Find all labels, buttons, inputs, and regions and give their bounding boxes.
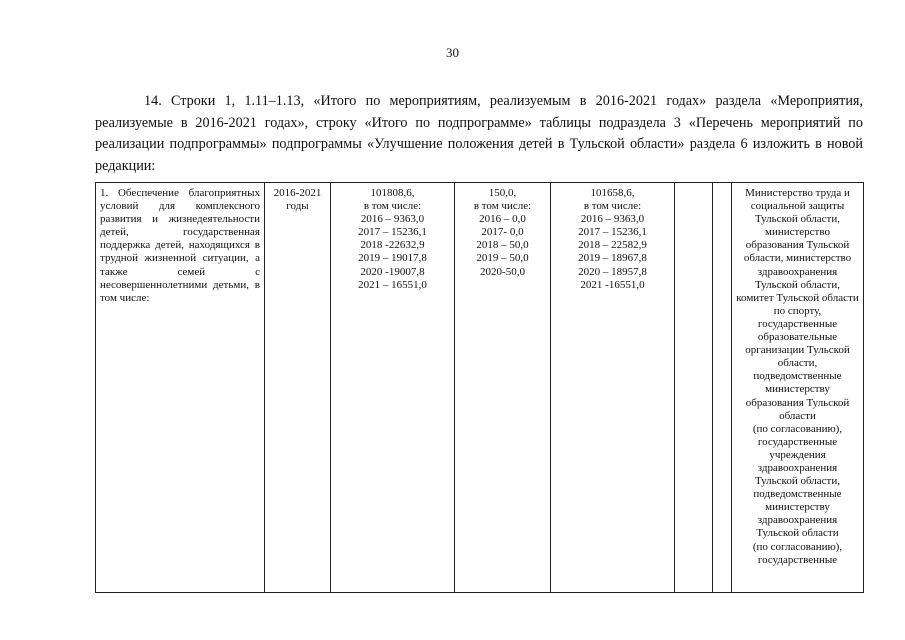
measures-table <box>95 182 864 593</box>
cell-empty-2 <box>713 183 732 593</box>
cell-description: 1. Обеспечение благоприятных условий для комплексного развития и жизнедеятельности детей, государственная поддержка детей, находящихся в трудной жизненной ситуации, а также семей с несовершеннолетними детьми, в том числе: <box>96 183 265 593</box>
cell-empty-1 <box>675 183 713 593</box>
cell-responsible: Министерство труда и социальной защиты Тульской области, министерство образования Тульской области, министерство здравоохранения Тульской области, комитет Тульской области по спорту, государственные образовательные организации Тульской области, подведомственные министерству образования Тульской области (по согласованию), государственные учреждения здравоохранения Тульской области, подведомственные министерству здравоохранения Тульской области (по согласованию), государственные <box>732 183 864 593</box>
cell-federal-funding: 150,0, в том числе: 2016 – 0,0 2017- 0,0 2018 – 50,0 2019 – 50,0 2020-50,0 <box>455 183 551 593</box>
cell-period: 2016-2021 годы <box>265 183 331 593</box>
intro-paragraph: 14. Строки 1, 1.11–1.13, «Итого по мероприятиям, реализуемым в 2016-2021 годах» раздела «Мероприятия, реализуемые в 2016-2021 годах», строку «Итого по подпрограмме» таблицы подраздела 3 «Перечень мероприятий по реализации подпрограммы» подпрограммы «Улучшение положения детей в Тульской области» раздела 6 изложить в новой редакции: <box>95 93 863 174</box>
cell-regional-funding: 101658,6, в том числе: 2016 – 9363,0 2017 – 15236,1 2018 – 22582,9 2019 – 18967,8 2020 – 18957,8 2021 -16551,0 <box>551 183 675 593</box>
page-number: 30 <box>446 45 459 60</box>
cell-total-funding: 101808,6, в том числе: 2016 – 9363,0 2017 – 15236,1 2018 -22632,9 2019 – 19017,8 2020 -19007,8 2021 – 16551,0 <box>331 183 455 593</box>
table-row <box>96 183 864 593</box>
